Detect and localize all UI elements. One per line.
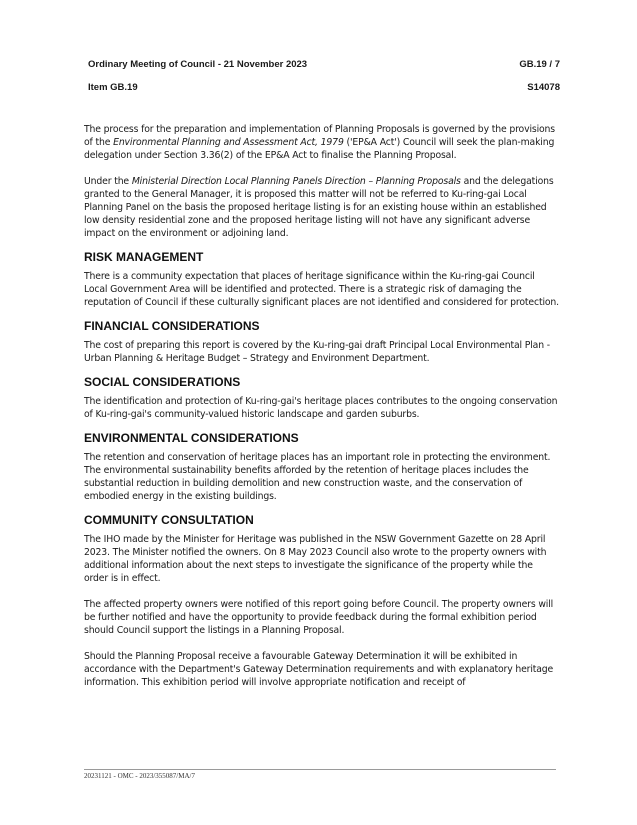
community-consultation-text-3: Should the Planning Proposal receive a favourable Gateway Determination it will be exhibited in accordance with the Department's Gateway Determination requirements and with explanatory heritage information. This exhibition period will involve appropriate notification and receipt of xyxy=(84,651,554,688)
community-consultation-heading: COMMUNITY CONSULTATION xyxy=(84,513,254,527)
intro-paragraph-1 xyxy=(84,123,559,162)
page-reference: GB.19 / 7 xyxy=(519,59,560,70)
intro-1-text-a: The process for the preparation and implementation of Planning Proposals is governed by the provisions of the xyxy=(84,124,555,148)
environmental-considerations-text: The retention and conservation of heritage places has an important role in protecting the environment. The environmental sustainability benefits afforded by the retention of heritage places includes the substantial reduction in building demolition and new construction waste, and the conservation of embodied energy in the existing buildings. xyxy=(84,452,551,502)
risk-management-heading: RISK MANAGEMENT xyxy=(84,250,204,264)
item-header xyxy=(88,82,560,93)
report-body xyxy=(84,123,559,689)
environmental-considerations-heading: ENVIRONMENTAL CONSIDERATIONS xyxy=(84,431,299,445)
direction-title: Ministerial Direction Local Planning Panels Direction – Planning Proposals xyxy=(131,176,461,187)
intro-1-text-b: ('EP&A Act') Council will seek the plan-making delegation under Section 3.36(2) of the EP&A Act to finalise the Planning Proposal. xyxy=(84,137,555,161)
social-considerations-text: The identification and protection of Ku-ring-gai's heritage places contributes to the ongoing conservation of Ku-ring-gai's community-valued historic landscape and garden suburbs. xyxy=(84,396,558,420)
footer-reference: 20231121 - OMC - 2023/355087/MA/7 xyxy=(84,772,195,780)
file-reference: S14078 xyxy=(527,82,560,93)
intro-2-text-b: and the delegations granted to the General Manager, it is proposed this matter will not be referred to Ku-ring-gai Local Planning Panel on the basis the proposed heritage listing is for an existing house within an established low density residential zone and the proposed heritage listing will not have any significant adverse impact on the environment or adjoining land. xyxy=(84,176,554,239)
item-label: Item GB.19 xyxy=(88,82,138,93)
footer-divider xyxy=(84,769,556,770)
social-considerations-heading: SOCIAL CONSIDERATIONS xyxy=(84,375,241,389)
intro-2-text-a: Under the xyxy=(84,176,132,187)
financial-considerations-heading: FINANCIAL CONSIDERATIONS xyxy=(84,319,260,333)
community-consultation-text-2: The affected property owners were notified of this report going before Council. The property owners will be further notified and have the opportunity to provide feedback during the formal exhibition period should Council support the listings in a Planning Proposal. xyxy=(84,599,554,636)
risk-management-text: There is a community expectation that places of heritage significance within the Ku-ring-gai Council Local Government Area will be identified and protected. There is a strategic risk of damaging the reputation of Council if these culturally significant places are not identified and considered for protection. xyxy=(84,271,559,308)
page-header xyxy=(88,59,560,70)
financial-considerations-text: The cost of preparing this report is covered by the Ku-ring-gai draft Principal Local Environmental Plan - Urban Planning & Heritage Budget – Strategy and Environment Department. xyxy=(84,340,550,364)
intro-paragraph-2 xyxy=(84,175,559,240)
community-consultation-text-1: The IHO made by the Minister for Heritage was published in the NSW Government Gazette on 28 April 2023. The Minister notified the owners. On 8 May 2023 Council also wrote to the property owners with additional information about the next steps to investigate the significance of the property while the order is in effect. xyxy=(84,534,547,584)
act-title: Environmental Planning and Assessment Act, 1979 xyxy=(113,137,344,148)
meeting-title: Ordinary Meeting of Council - 21 November 2023 xyxy=(88,59,308,70)
